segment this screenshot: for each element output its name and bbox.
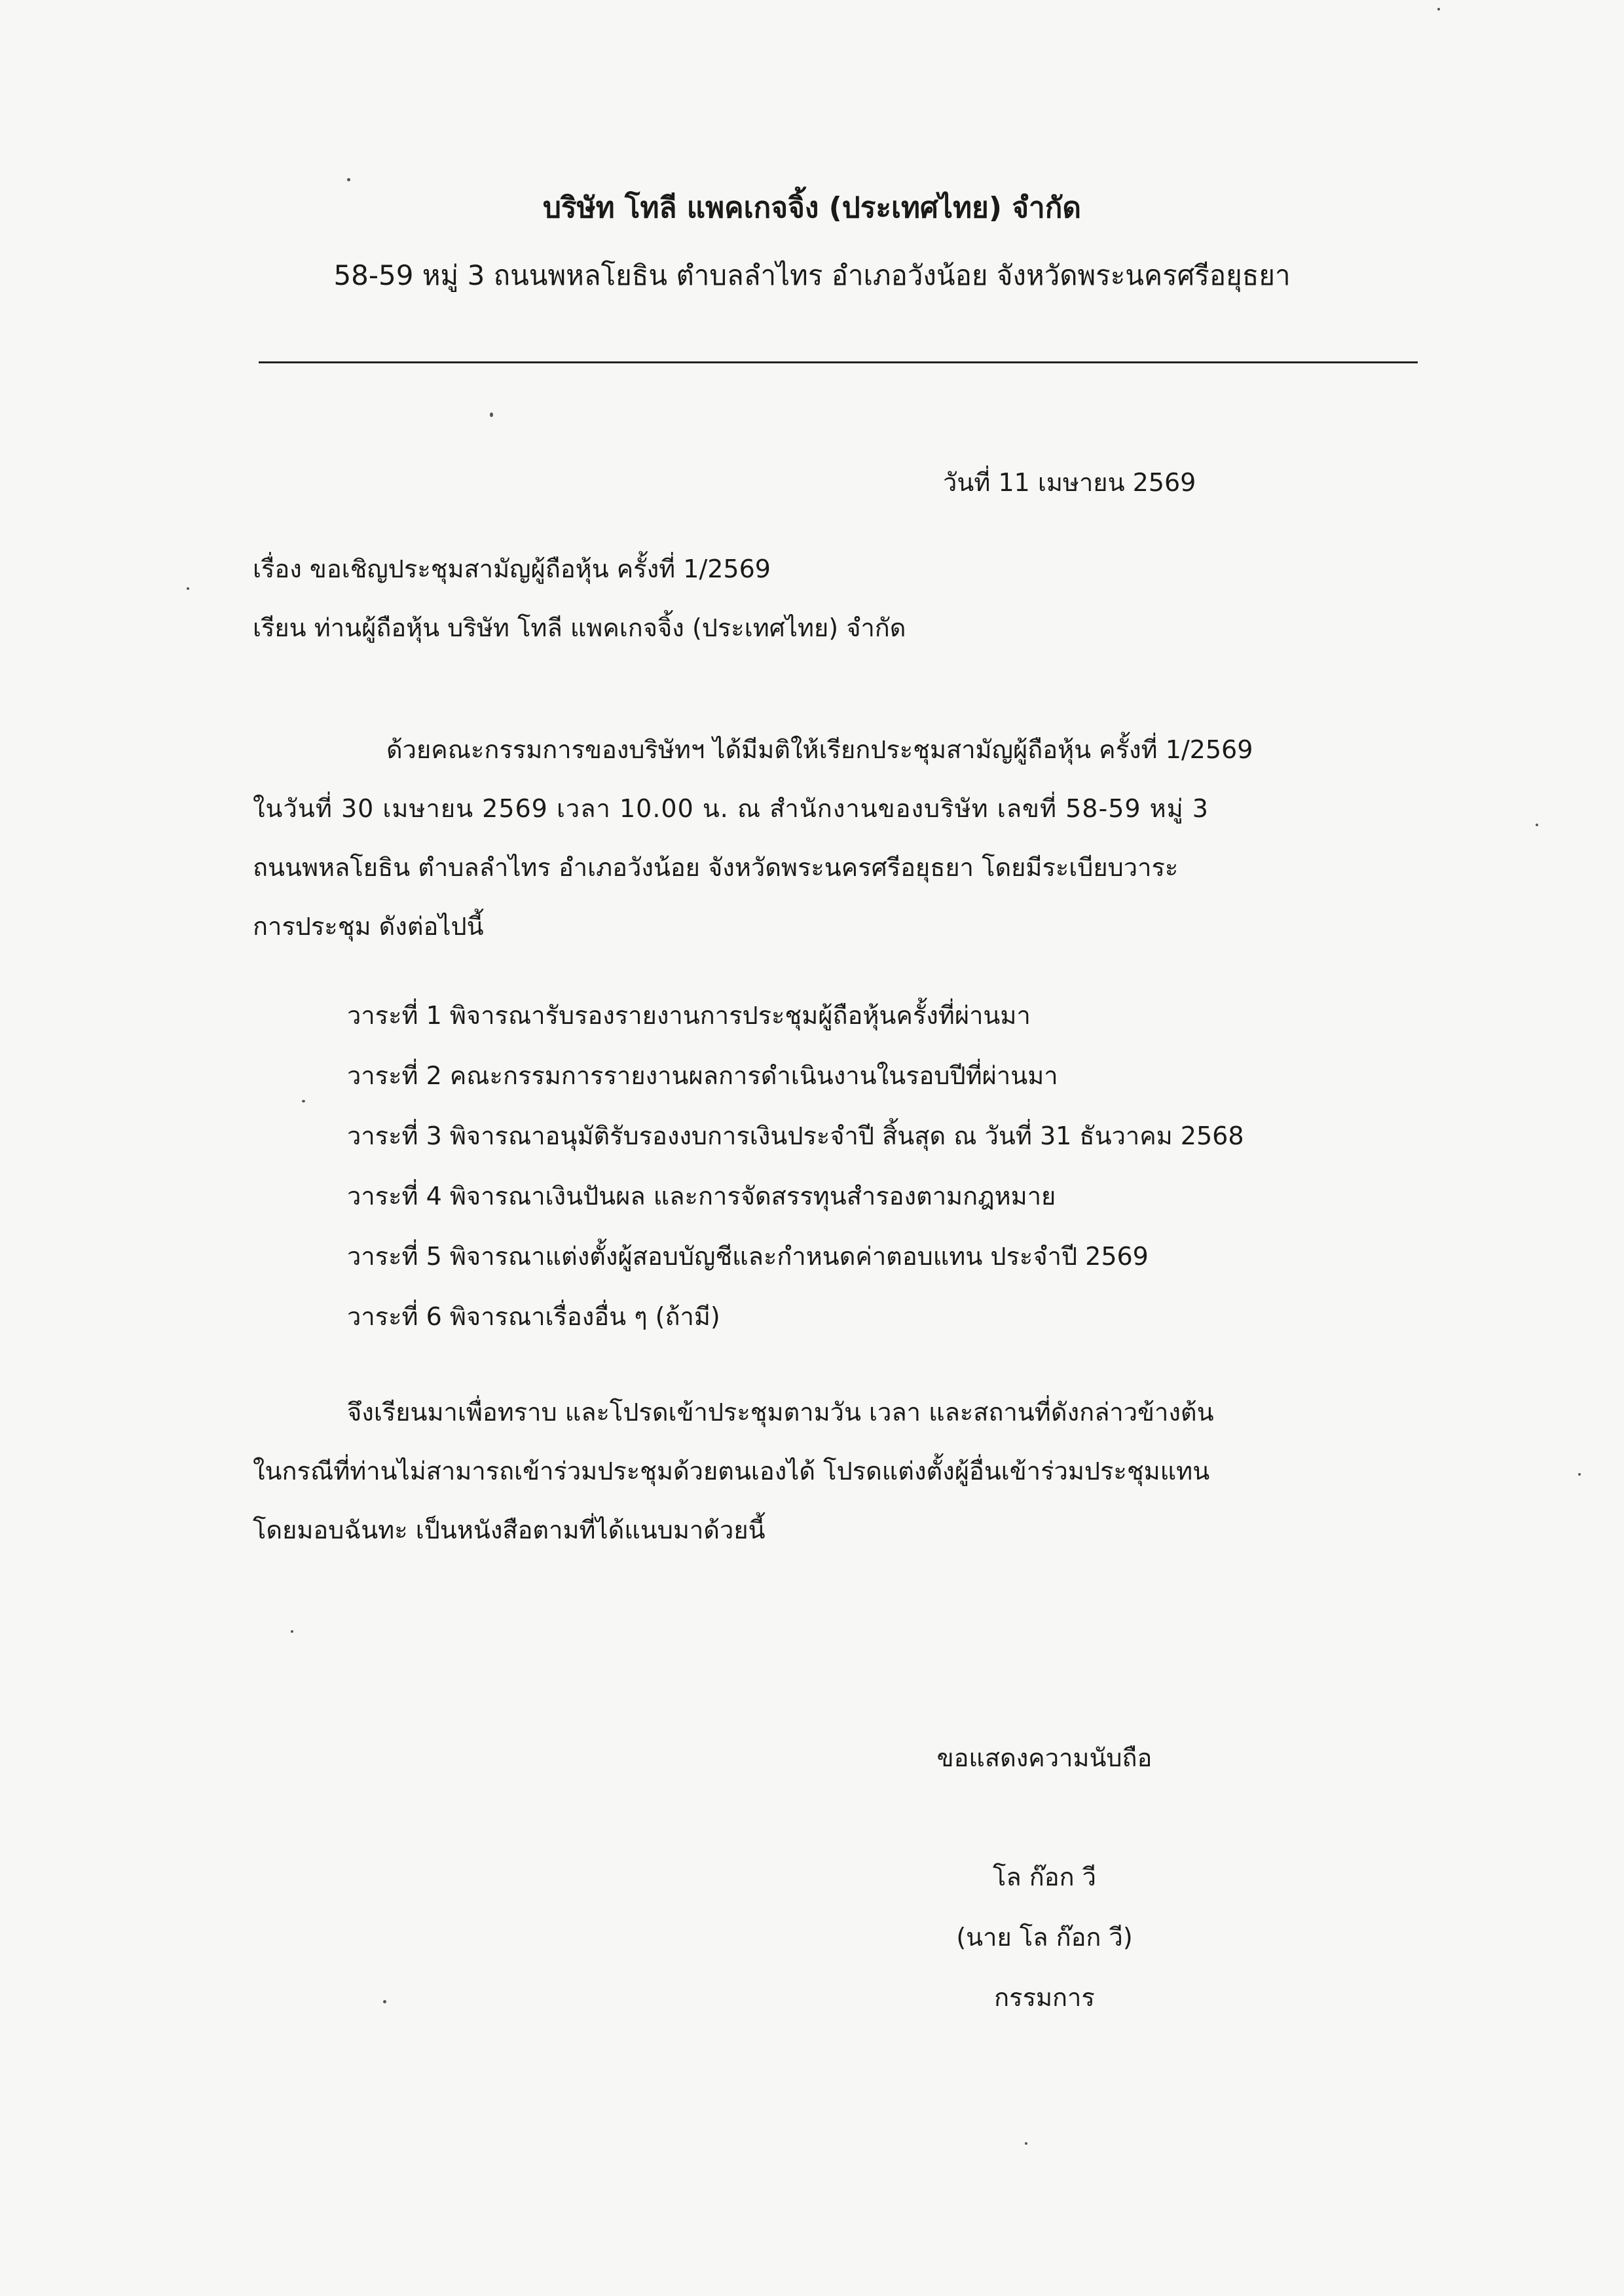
intro-line: ด้วยคณะกรรมการของบริษัทฯ ได้มีมติให้เรียกประชุมสามัญผู้ถือหุ้น ครั้งที่ 1/2569 <box>386 735 1253 764</box>
scan-speck <box>1536 824 1538 826</box>
complimentary-close: ขอแสดงความนับถือ <box>936 1743 1153 1772</box>
letter-recipient: เรียน ท่านผู้ถือหุ้น บริษัท โทลี แพคเกจจิ้ง (ประเทศไทย) จำกัด <box>253 613 906 642</box>
signature: โล ก๊อก วี <box>992 1863 1097 1891</box>
agenda-item: วาระที่ 2 คณะกรรมการรายงานผลการดำเนินงานในรอบปีที่ผ่านมา <box>347 1061 1058 1090</box>
signer-title: กรรมการ <box>994 1983 1095 2012</box>
intro-line: ถนนพหลโยธิน ตำบลลำไทร อำเภอวังน้อย จังหวัดพระนครศรีอยุธยา โดยมีระเบียบวาระ <box>253 853 1179 882</box>
scan-speck <box>291 1630 293 1633</box>
scan-speck <box>347 178 350 181</box>
scan-speck <box>187 587 189 590</box>
agenda-item: วาระที่ 6 พิจารณาเรื่องอื่น ๆ (ถ้ามี) <box>347 1302 720 1331</box>
scan-speck <box>383 2000 386 2003</box>
scan-speck <box>490 412 493 417</box>
letter-subject: เรื่อง ขอเชิญประชุมสามัญผู้ถือหุ้น ครั้งที่ 1/2569 <box>253 555 771 583</box>
agenda-item: วาระที่ 4 พิจารณาเงินปันผล และการจัดสรรทุนสำรองตามกฎหมาย <box>347 1182 1056 1211</box>
agenda-item: วาระที่ 5 พิจารณาแต่งตั้งผู้สอบบัญชีและกำหนดค่าตอบแทน ประจำปี 2569 <box>347 1242 1149 1271</box>
closing-line: จึงเรียนมาเพื่อทราบ และโปรดเข้าประชุมตามวัน เวลา และสถานที่ดังกล่าวข้างต้น <box>347 1398 1214 1427</box>
scan-speck <box>302 1100 305 1102</box>
company-name: บริษัท โทลี แพคเกจจิ้ง (ประเทศไทย) จำกัด <box>543 191 1081 225</box>
intro-line: ในวันที่ 30 เมษายน 2569 เวลา 10.00 น. ณ สำนักงานของบริษัท เลขที่ 58-59 หมู่ 3 <box>253 794 1209 823</box>
scan-speck <box>1025 2142 1027 2145</box>
agenda-item: วาระที่ 1 พิจารณารับรองรายงานการประชุมผู้ถือหุ้นครั้งที่ผ่านมา <box>347 1001 1031 1030</box>
scan-speck <box>1578 1473 1581 1476</box>
scan-speck <box>1437 8 1440 10</box>
company-address: 58-59 หมู่ 3 ถนนพหลโยธิน ตำบลลำไทร อำเภอวังน้อย จังหวัดพระนครศรีอยุธยา <box>333 259 1291 291</box>
closing-line: ในกรณีที่ท่านไม่สามารถเข้าร่วมประชุมด้วยตนเองได้ โปรดแต่งตั้งผู้อื่นเข้าร่วมประชุมแทน <box>253 1457 1210 1485</box>
agenda-item: วาระที่ 3 พิจารณาอนุมัติรับรองงบการเงินประจำปี สิ้นสุด ณ วันที่ 31 ธันวาคม 2568 <box>347 1121 1244 1150</box>
closing-line: โดยมอบฉันทะ เป็นหนังสือตามที่ได้แนบมาด้วยนี้ <box>253 1516 766 1544</box>
signer-name: (นาย โล ก๊อก วี) <box>956 1923 1133 1952</box>
letter-date: วันที่ 11 เมษายน 2569 <box>943 468 1196 497</box>
header-divider <box>259 361 1418 363</box>
intro-line: การประชุม ดังต่อไปนี้ <box>253 912 484 941</box>
